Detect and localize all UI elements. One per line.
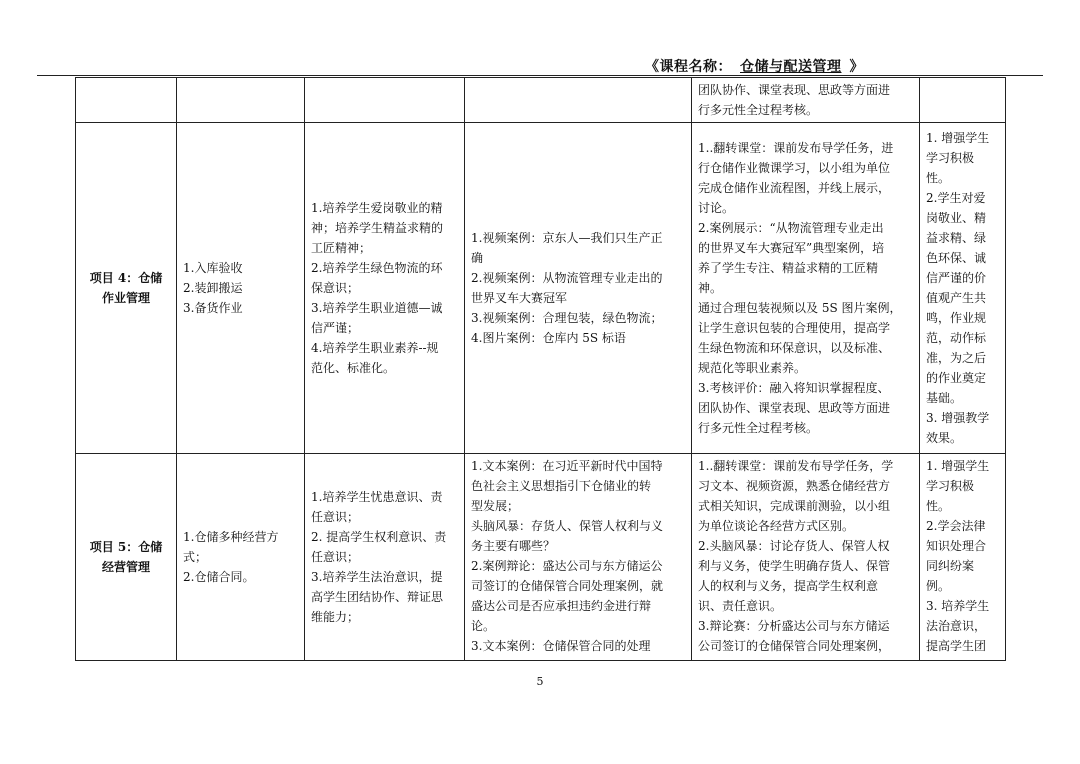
goals-cell: [305, 123, 465, 454]
cell-line: 习文本、视频资源，熟悉仓储经营方: [698, 479, 891, 493]
cell-line: 1.培养学生忧患意识、责: [311, 490, 443, 504]
cell-line: 鸣，作业规: [926, 311, 987, 325]
cell-line: 项目 5：仓储: [89, 540, 163, 554]
cell-line: 行多元性全过程考核。: [698, 103, 819, 117]
cell-line: 3. 培养学生: [926, 599, 990, 613]
cell-line: 法治意识，: [926, 619, 987, 633]
cell-line: 信严谨的价: [926, 271, 987, 285]
goals-cell: [305, 78, 465, 123]
cell-line: 确: [471, 251, 484, 265]
cell-line: 2.培养学生绿色物流的环: [311, 261, 443, 275]
cell-line: 神。: [698, 281, 723, 295]
cell-line: 通过合理包装视频以及 5S 图片案例，: [698, 301, 902, 315]
cell-line: 3. 增强教学: [926, 411, 990, 425]
cell-line: 范，动作标: [926, 331, 987, 345]
cell-line: 世界叉车大赛冠军: [471, 291, 568, 305]
cases-cell: [465, 123, 692, 454]
course-name: 仓储与配送管理: [740, 59, 842, 75]
methods-cell: [692, 454, 920, 661]
cell-line: 完成仓储作业流程图，并线上展示，: [698, 181, 891, 195]
cell-line: 1..翻转课堂：课前发布导学任务，进: [698, 141, 894, 155]
effects-cell: [920, 454, 1006, 661]
goals-cell: [305, 454, 465, 661]
cell-line: 岗敬业、精: [926, 211, 987, 225]
table-row: [76, 78, 1006, 123]
cell-line: 养了学生专注、精益求精的工匠精: [698, 261, 879, 275]
cell-line: 4.图片案例：仓库内 5S 标语: [471, 331, 626, 345]
course-title: [645, 56, 864, 76]
cell-line: 例。: [926, 579, 951, 593]
cell-line: 让学生意识包装的合理使用，提高学: [698, 321, 891, 335]
effects-cell: [920, 78, 1006, 123]
cell-line: 3.备货作业: [183, 301, 243, 315]
methods-cell: [692, 78, 920, 123]
cell-line: 3.辩论赛：分析盛达公司与东方储运: [698, 619, 890, 633]
course-design-table: [75, 77, 1006, 661]
cell-line: 识、责任意识。: [698, 599, 783, 613]
cell-line: 效果。: [926, 431, 963, 445]
cell-line: 高学生团结协作、辩证思: [311, 590, 444, 604]
cell-line: 作业管理: [101, 291, 150, 305]
project-cell: [76, 454, 177, 661]
cell-line: 2.学生对爱: [926, 191, 986, 205]
cell-line: 3.培养学生职业道德—诚: [311, 301, 443, 315]
cell-line: 式；: [183, 550, 208, 564]
cell-line: 论。: [471, 619, 496, 633]
cell-line: 基础。: [926, 391, 963, 405]
cell-line: 范化、标准化。: [311, 361, 396, 375]
cell-line: 准，为之后: [926, 351, 987, 365]
cell-line: 行仓储作业微课学习，以小组为单位: [698, 161, 891, 175]
cell-line: 益求精、绿: [926, 231, 987, 245]
cases-cell: [465, 454, 692, 661]
cell-line: 讨论。: [698, 201, 735, 215]
cell-line: 4.培养学生职业素养--规: [311, 341, 439, 355]
cell-line: 2.头脑风暴：讨论存货人、保管人权: [698, 539, 890, 553]
cell-line: 盛达公司是否应承担违约金进行辩: [471, 599, 652, 613]
cell-line: 3.考核评价：融入将知识掌握程度、: [698, 381, 890, 395]
cell-line: 1.培养学生爱岗敬业的精: [311, 201, 443, 215]
course-title-suffix: 》: [849, 59, 864, 75]
cell-line: 务主要有哪些？: [471, 539, 556, 553]
cell-line: 2.学会法律: [926, 519, 986, 533]
project-cell: [76, 78, 177, 123]
cell-line: 1.文本案例：在习近平新时代中国特: [471, 459, 663, 473]
cell-line: 利与义务，使学生明确存货人、保管: [698, 559, 891, 573]
cell-line: 保意识；: [311, 281, 360, 295]
cell-line: 性。: [926, 499, 951, 513]
content-cell: [177, 123, 305, 454]
cell-line: 值观产生共: [926, 291, 987, 305]
cell-line: 2.仓储合同。: [183, 570, 255, 584]
cell-line: 1.仓储多种经营方: [183, 530, 279, 544]
cell-line: 1.入库验收: [183, 261, 243, 275]
cell-line: 式相关知识，完成课前测验，以小组: [698, 499, 891, 513]
cell-line: 3.视频案例：合理包装，绿色物流；: [471, 311, 663, 325]
cell-line: 色环保、诚: [926, 251, 987, 265]
project-cell: [76, 123, 177, 454]
cell-line: 性。: [926, 171, 951, 185]
cell-line: 经营管理: [101, 560, 150, 574]
cell-line: 司签订的仓储保管合同处理案例，就: [471, 579, 664, 593]
cell-line: 知识处理合: [926, 539, 987, 553]
cell-line: 色社会主义思想指引下仓储业的转: [471, 479, 652, 493]
cell-line: 3.文本案例：仓储保管合同的处理: [471, 639, 651, 653]
cell-line: 团队协作、课堂表现、思政等方面进: [698, 401, 891, 415]
cell-line: 1. 增强学生: [926, 131, 990, 145]
cell-line: 维能力；: [311, 610, 360, 624]
cell-line: 2. 提高学生权利意识、责: [311, 530, 447, 544]
cell-line: 公司签订的仓储保管合同处理案例，: [698, 639, 891, 653]
cell-line: 3.培养学生法治意识，提: [311, 570, 443, 584]
cell-line: 头脑风暴：存货人、保管人权利与义: [471, 519, 664, 533]
cell-line: 人的权利与义务，提高学生权利意: [698, 579, 879, 593]
content-cell: [177, 78, 305, 123]
cell-line: 规范化等职业素养。: [698, 361, 807, 375]
cell-line: 生绿色物流和环保意识，以及标准、: [698, 341, 891, 355]
cell-line: 信严谨；: [311, 321, 360, 335]
cell-line: 行多元性全过程考核。: [698, 421, 819, 435]
cell-line: 1..翻转课堂：课前发布导学任务，学: [698, 459, 894, 473]
cell-line: 的世界叉车大赛冠军”典型案例，培: [698, 241, 885, 255]
content-cell: [177, 454, 305, 661]
cell-line: 项目 4：仓储: [89, 271, 163, 285]
cases-cell: [465, 78, 692, 123]
page-header: [0, 54, 1080, 76]
cell-line: 2.案例展示：“从物流管理专业走出: [698, 221, 884, 235]
cell-line: 提高学生团: [926, 639, 987, 653]
methods-cell: [692, 123, 920, 454]
effects-cell: [920, 123, 1006, 454]
header-rule: [37, 75, 1043, 76]
cell-line: 学习积极: [926, 151, 975, 165]
table-row: [76, 454, 1006, 661]
table-row: [76, 123, 1006, 454]
cell-line: 工匠精神；: [311, 241, 372, 255]
cell-line: 1.视频案例：京东人—我们只生产正: [471, 231, 663, 245]
cell-line: 2.装卸搬运: [183, 281, 243, 295]
cell-line: 为单位谈论各经营方式区别。: [698, 519, 855, 533]
cell-line: 同纠纷案: [926, 559, 975, 573]
cell-line: 团队协作、课堂表现、思政等方面进: [698, 83, 891, 97]
course-title-prefix: 《课程名称：: [645, 59, 732, 75]
cell-line: 学习积极: [926, 479, 975, 493]
cell-line: 任意识；: [311, 550, 360, 564]
cell-line: 2.视频案例：从物流管理专业走出的: [471, 271, 663, 285]
cell-line: 任意识；: [311, 510, 360, 524]
page-number: 5: [536, 675, 544, 688]
cell-line: 1. 增强学生: [926, 459, 990, 473]
cell-line: 的作业奠定: [926, 371, 987, 385]
cell-line: 神；培养学生精益求精的: [311, 221, 444, 235]
cell-line: 2.案例辩论：盛达公司与东方储运公: [471, 559, 663, 573]
cell-line: 型发展；: [471, 499, 520, 513]
